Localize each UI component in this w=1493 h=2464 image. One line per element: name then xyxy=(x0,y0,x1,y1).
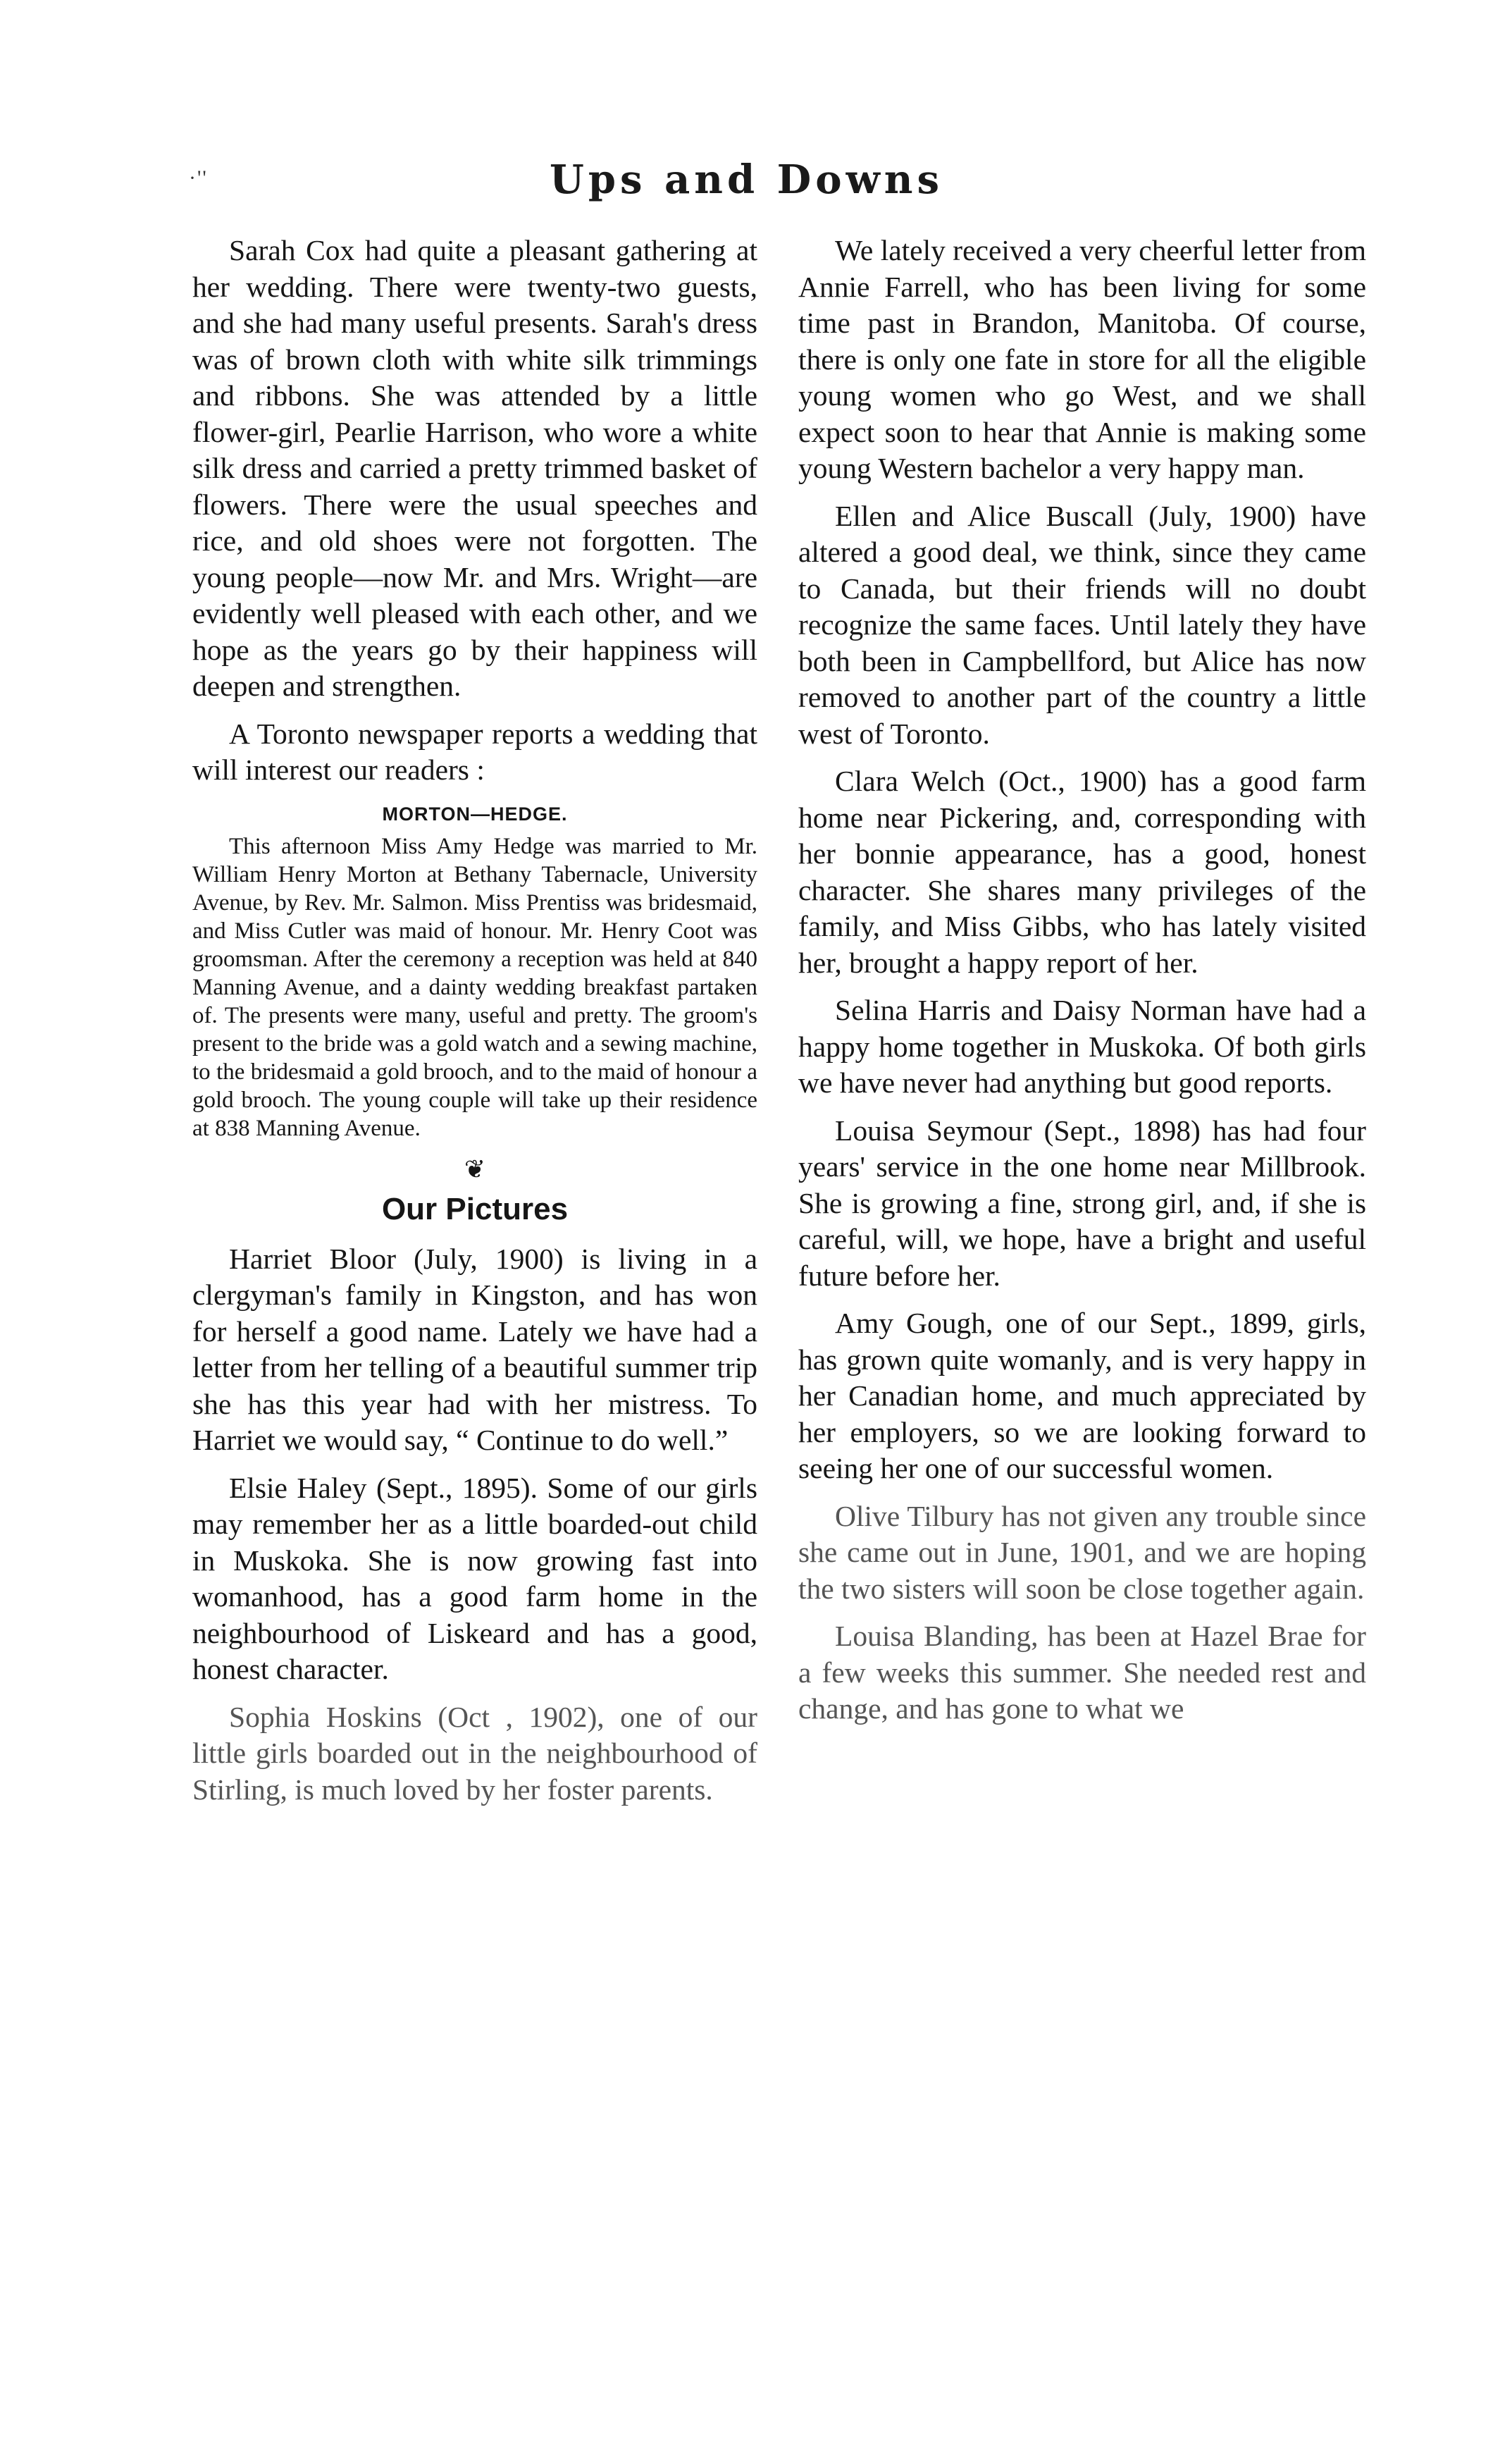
notice-heading: MORTON—HEDGE. xyxy=(382,803,568,825)
paragraph-annie-farrell: We lately received a very cheerful letter from Annie Farrell, who has been living for some time past in Brandon, Manitoba. Of course, there is only one fate in store for all the eligible young women who go West, and we shall expect soon to hear that Annie is making some young Western bachelor a very happy man. xyxy=(798,234,1366,484)
paragraph-sarah-cox: Sarah Cox had quite a pleasant gathering at her wedding. There were twenty-two guests, and she had many useful presents. Sarah's dress was of brown cloth with white silk trimmings and ribbons. She was attended by a little flower-girl, Pearlie Harrison, who wore a white silk dress and carried a pretty trimmed basket of flowers. There were the usual speeches and rice, and old shoes were not forgotten. The young people—now Mr. and Mrs. Wright—are evidently well pleased with each other, and we hope as the years go by their happiness will deepen and strengthen. xyxy=(192,234,757,702)
paragraph-olive-tilbury: Olive Tilbury has not given any trouble since she came out in June, 1901, and we are hoping the two sisters will soon be close together again. xyxy=(798,1499,1366,1605)
ornament-icon: ❦ xyxy=(464,1154,486,1183)
paragraph-harris-norman: Selina Harris and Daisy Norman have had a happy home together in Muskoka. Of both girls we have never had anything but good reports. xyxy=(798,994,1366,1099)
paragraph-toronto-newspaper: A Toronto newspaper reports a wedding that will interest our readers : xyxy=(192,717,757,786)
paragraph-clara-welch: Clara Welch (Oct., 1900) has a good farm home near Pickering, and, corresponding with her bonnie appearance, has a good, honest character. She shares many privileges of the family, and Miss Gibbs, who has lately visited her, brought a happy report of her. xyxy=(798,765,1366,979)
paragraph-louisa-blanding: Louisa Blanding, has been at Hazel Brae for a few weeks this summer. She needed rest and change, and has gone to what we xyxy=(798,1620,1366,1725)
notice-body: This afternoon Miss Amy Hedge was married to Mr. William Henry Morton at Bethany Tabernacle, University Avenue, by Rev. Mr. Salmon. Miss Prentiss was bridesmaid, and Miss Cutler was maid of honour. Mr. Henry Coot was groomsman. After the ceremony a reception was held at 840 Manning Avenue, and a dainty wedding breakfast partaken of. The presents were many, useful and pretty. The groom's present to the bride was a gold watch and a sewing machine, to the bridesmaid a gold brooch, and to the maid of honour a gold brooch. The young couple will take up their residence at 838 Manning Avenue. xyxy=(192,833,757,1141)
paragraph-amy-gough: Amy Gough, one of our Sept., 1899, girls, has grown quite womanly, and is very happy in her Canadian home, and much appreciated by her employers, so we are looking forward to seeing her one of our successful women. xyxy=(798,1307,1366,1484)
page-number: ·'' xyxy=(189,166,208,190)
paragraph-buscall-sisters: Ellen and Alice Buscall (July, 1900) have altered a good deal, we think, since they came to Canada, but their friends will no doubt recognize the same faces. Until lately they have both been in Campbellford, but Alice has now removed to another part of the country a little west of Toronto. xyxy=(798,499,1366,750)
paragraph-sophia-hoskins: Sophia Hoskins (Oct , 1902), one of our little girls boarded out in the neighbourhood of Stirling, is much loved by her foster parents. xyxy=(192,1700,757,1806)
paragraph-harriet-bloor: Harriet Bloor (July, 1900) is living in a clergyman's family in Kingston, and has won for herself a good name. Lately we have had a letter from her telling of a beautiful summer trip she has this year had with her mistress. To Harriet we would say, “ Continue to do well.” xyxy=(192,1242,757,1456)
paragraph-louisa-seymour: Louisa Seymour (Sept., 1898) has had four years' service in the one home near Millbrook. She is growing a fine, strong girl, and, if she is careful, will, we hope, have a bright and useful future before her. xyxy=(798,1114,1366,1292)
running-head: Ups and Downs xyxy=(549,156,944,203)
section-heading: Our Pictures xyxy=(381,1191,569,1226)
paragraph-elsie-haley: Elsie Haley (Sept., 1895). Some of our girls may remember her as a little boarded-out child in Muskoka. She is now growing fast into womanhood, has a good farm home in the neighbourhood of Liskeard and has a good, honest character. xyxy=(192,1471,757,1685)
left-column xyxy=(192,233,757,1819)
right-column xyxy=(798,233,1366,1739)
